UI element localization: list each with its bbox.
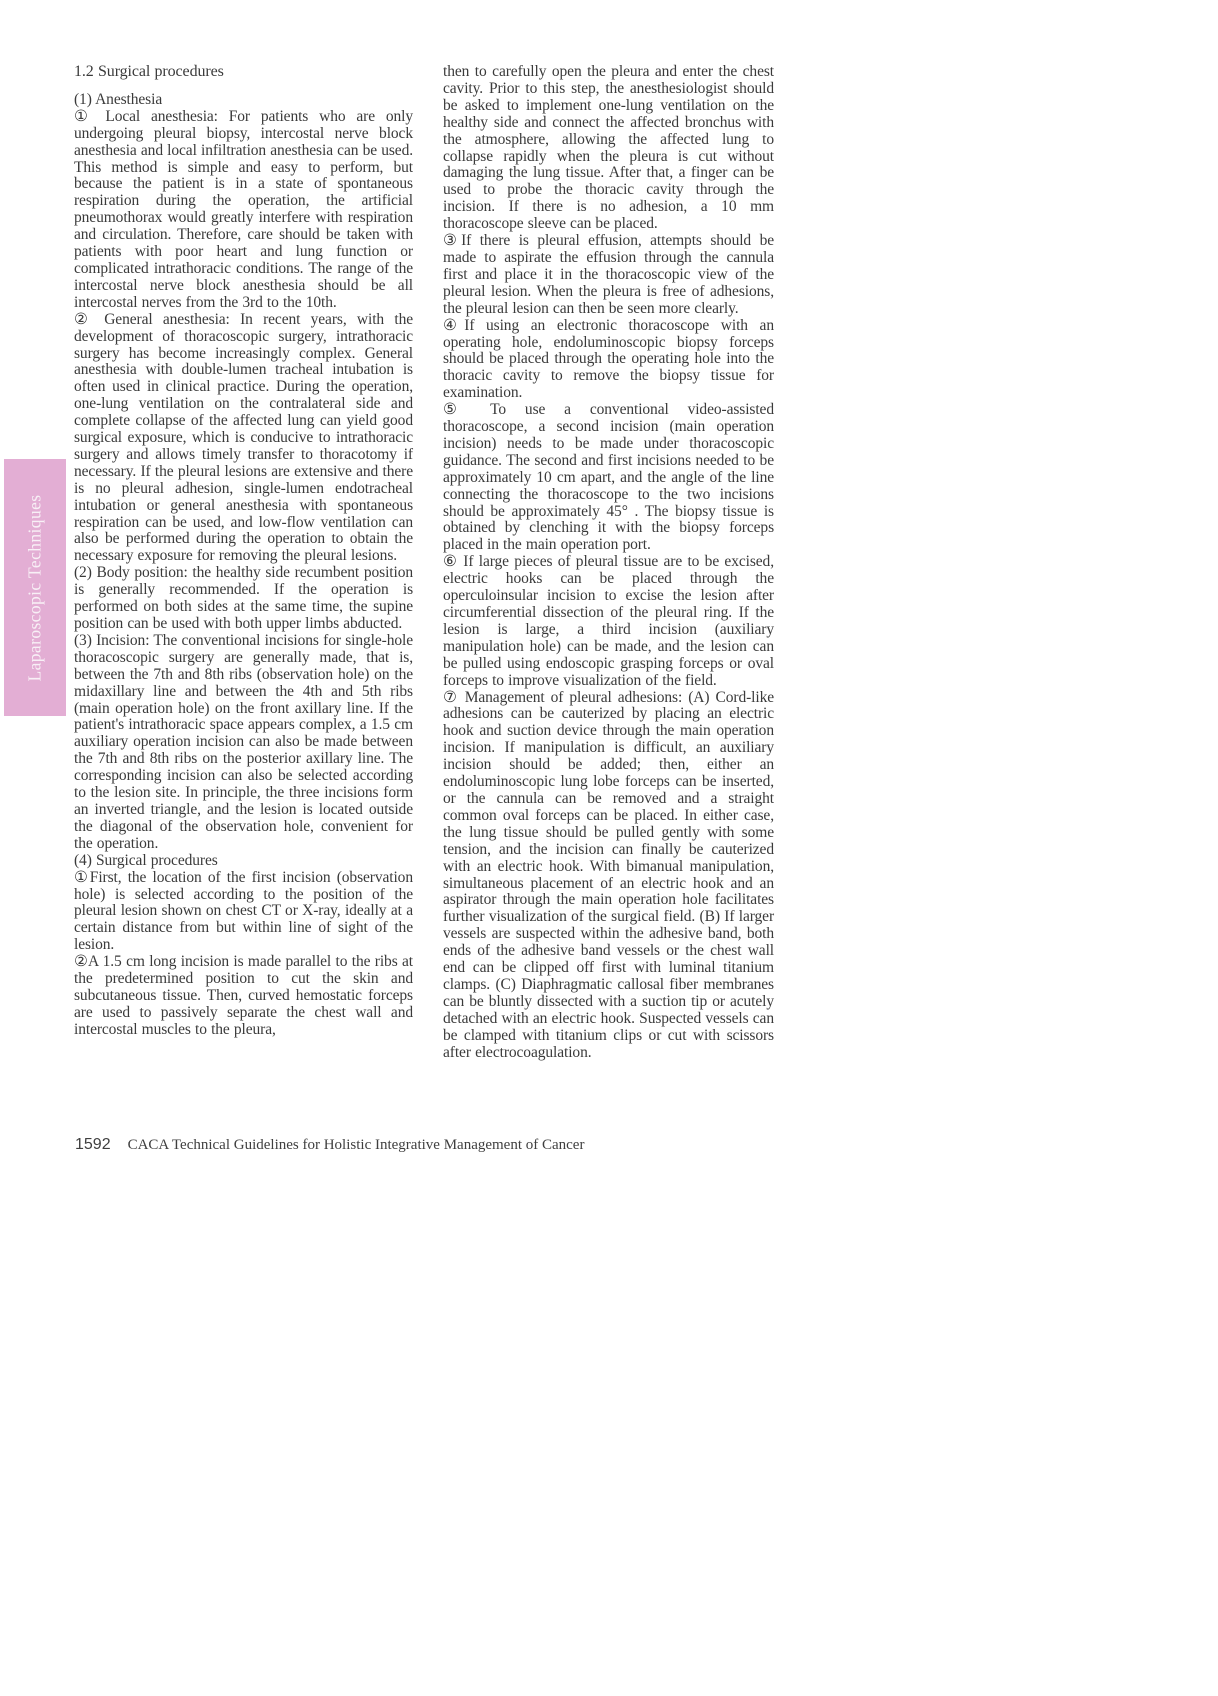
page-number: 1592 — [75, 1136, 111, 1153]
paragraph: (3) Incision: The conventional incisions for single-hole thoracoscopic surgery are generally made, that is, between the 7th and 8th ribs (observation hole) on the midaxillary line and between the 4th and 5th ribs (main operation hole) on the front axillary line. If the patient's intrathoracic space appears complex, a 1.5 cm auxiliary operation incision can also be made between the 7th and 8th ribs on the posterior axillary line. The corresponding incision can also be selected according to the lesion site. In principle, the three incisions form an inverted triangle, and the lesion is located outside the diagonal of the observation hole, convenient for the operation. — [74, 631, 413, 852]
chapter-tab-label: Laparoscopic Techniques — [24, 494, 45, 681]
footer — [75, 1136, 584, 1154]
paragraph: (1) Anesthesia — [74, 90, 163, 108]
paragraph: ②A 1.5 cm long incision is made parallel to the ribs at the predetermined position to cut the skin and subcutaneous tissue. Then, curved hemostatic forceps are used to passively separate the chest wall and intercostal muscles to the pleura, — [74, 953, 413, 1038]
paragraph: (2) Body position: the healthy side recumbent position is generally recommended. If the operation is performed on both sides at the same time, the supine position can be used with both upper limbs abducted. — [74, 564, 413, 632]
paragraph: ⑥ If large pieces of pleural tissue are to be excised, electric hooks can be placed through the operculoinsular incision to excise the lesion after circumferential dissection of the pleural ring. If the lesion is large, a third incision (auxiliary manipulation hole) can be made, and the lesion can be pulled using endoscopic grasping forceps or oval forceps to improve visualization of the field. — [443, 553, 774, 689]
left-column-paragraphs — [74, 92, 413, 1039]
paragraph: ⑦ Management of pleural adhesions: (A) Cord-like adhesions can be cauterized by placing an electric hook and suction device through the main operation incision. If manipulation is difficult, an auxiliary incision should be added; then, either an endoluminoscopic lung lobe forceps can be inserted, or the cannula can be removed and a straight common oval forceps can be placed. In either case, the lung tissue should be pulled gently with some tension, and the incision can finally be cauterized with an electric hook. With bimanual manipulation, simultaneous placement of an electric hook and an aspirator through the main operation hole facilitates further visualization of the surgical field. (B) If larger vessels are suspected within the adhesive band, both ends of the adhesive band vessels or the chest wall end can be clipped off first with luminal titanium clamps. (C) Diaphragmatic callosal fiber membranes can be bluntly dissected with a suction tip or acutely detached with an electric hook. Suspected vessels can be clamped with titanium clips or cut with scissors after electrocoagulation. — [443, 688, 774, 1061]
paragraph: then to carefully open the pleura and enter the chest cavity. Prior to this step, the anesthesiologist should be asked to implement one-lung ventilation on the healthy side and connect the affected bronchus with the atmosphere, allowing the affected lung to collapse rapidly when the pleura is cut without damaging the lung tissue. After that, a finger can be used to probe the thoracic cavity through the incision. If there is no adhesion, a 10 mm thoracoscope sleeve can be placed. — [443, 63, 774, 233]
left-column — [74, 64, 413, 1039]
section-heading: 1.2 Surgical procedures — [74, 63, 224, 80]
paragraph: ④If using an electronic thoracoscope with an operating hole, endoluminoscopic biopsy forceps should be placed through the operating hole into the thoracic cavity to remove the biopsy tissue for examination. — [443, 316, 774, 402]
chapter-tab — [4, 459, 66, 716]
paragraph: (4) Surgical procedures — [74, 851, 218, 869]
footer-book-title: CACA Technical Guidelines for Holistic Integrative Management of Cancer — [127, 1137, 585, 1153]
paragraph: ①First, the location of the first incision (observation hole) is selected according to the position of the pleural lesion shown on chest CT or X-ray, ideally at a certain distance from but within line of sight of the lesion. — [74, 868, 413, 954]
paragraph: ③If there is pleural effusion, attempts should be made to aspirate the effusion through the cannula first and place it in the thoracoscopic view of the pleural lesion. When the pleura is free of adhesions, the pleural lesion can then be seen more clearly. — [443, 232, 774, 317]
right-column — [443, 64, 774, 1061]
paragraph: ① Local anesthesia: For patients who are only undergoing pleural biopsy, intercostal nerve block anesthesia and local infiltration anesthesia can be used. This method is simple and easy to perform, but because the patient is in a state of spontaneous respiration during the operation, the artificial pneumothorax would greatly interfere with respiration and circulation. Therefore, care should be taken with patients with poor heart and lung function or complicated intrathoracic conditions. The range of the intercostal nerve block anesthesia should be all intercostal nerves from the 3rd to the 10th. — [74, 107, 413, 311]
paragraph: ② General anesthesia: In recent years, with the development of thoracoscopic surgery, intrathoracic surgery has become increasingly complex. General anesthesia with double-lumen tracheal intubation is often used in clinical practice. During the operation, one-lung ventilation on the contralateral side and complete collapse of the affected lung can yield good surgical exposure, which is conducive to intrathoracic surgery and allows timely transfer to thoracotomy if necessary. If the pleural lesions are extensive and there is no pleural adhesion, single-lumen endotracheal intubation or general anesthesia with spontaneous respiration can be used, and low-flow ventilation can also be performed during the operation to obtain the necessary exposure for removing the pleural lesions. — [74, 310, 413, 565]
paragraph: ⑤ To use a conventional video-assisted thoracoscope, a second incision (main operation incision) needs to be made under thoracoscopic guidance. The second and first incisions needed to be approximately 10 cm apart, and the angle of the line connecting the thoracoscope to the two incisions should be approximately 45° . The biopsy tissue is obtained by clenching it with the biopsy forceps placed in the main operation port. — [443, 401, 774, 554]
right-column-paragraphs — [443, 64, 774, 1061]
